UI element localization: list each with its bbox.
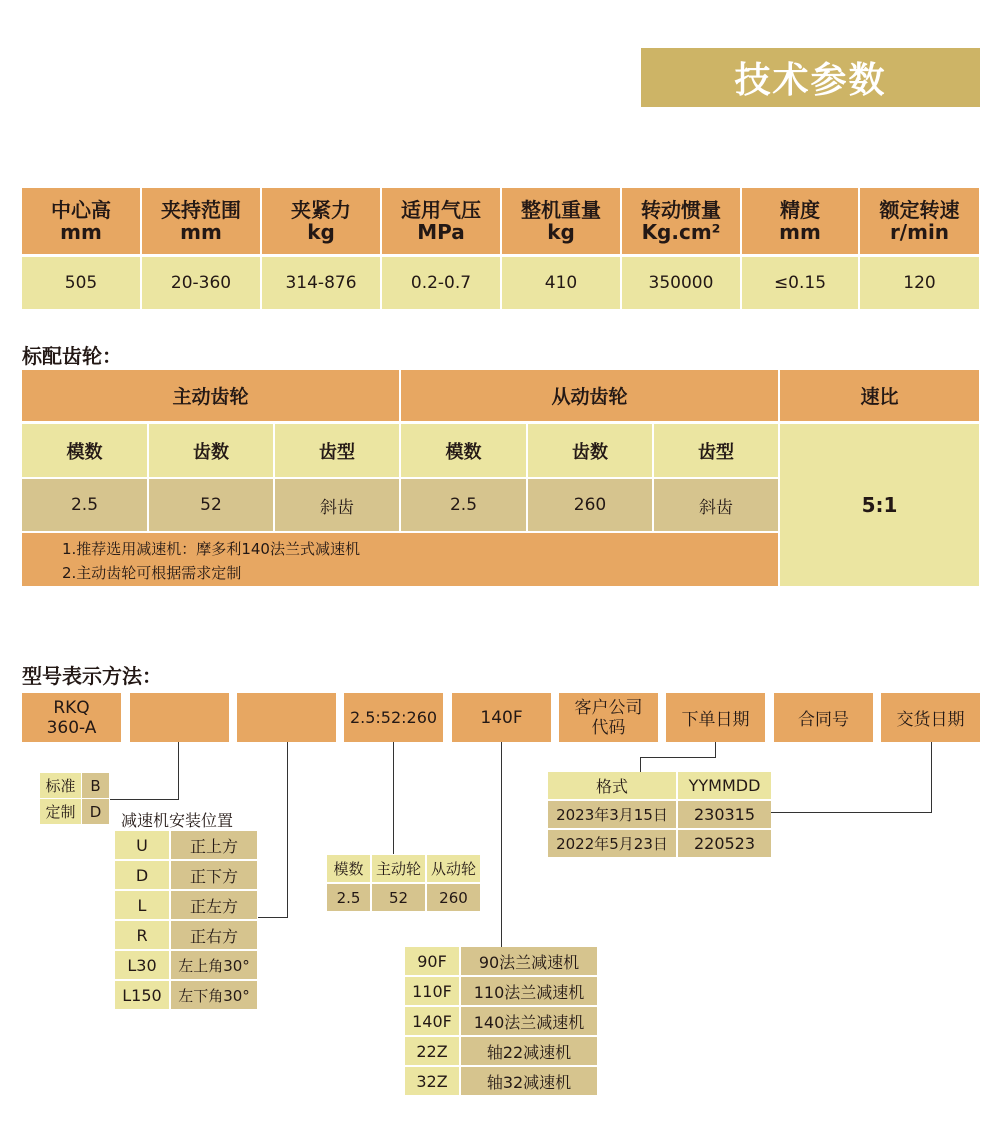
banner-title: 技术参数 (734, 60, 887, 101)
spec-header-unit: r/min (889, 220, 950, 244)
gear-subheader: 齿型 (275, 424, 399, 477)
type-code: D (82, 799, 109, 824)
mount-code: L30 (115, 951, 169, 979)
reducer-code: 110F (405, 977, 459, 1005)
spec-header (742, 188, 858, 254)
spec-header-name: 中心高 (51, 198, 111, 222)
reducer-desc: 轴32减速机 (461, 1067, 597, 1095)
mount-code: R (115, 921, 169, 949)
spec-header (860, 188, 979, 254)
reducer-desc: 140法兰减速机 (461, 1007, 597, 1035)
gear-note: 1.推荐选用减速机：摩多利140法兰式减速机 (62, 540, 360, 558)
gear-note: 2.主动齿轮可根据需求定制 (62, 564, 242, 582)
gear-value: 52 (149, 479, 273, 531)
model-box: 下单日期 (666, 693, 765, 742)
mount-desc: 左下角30° (171, 981, 257, 1009)
gear-notes (22, 533, 778, 586)
spec-header (622, 188, 740, 254)
drive-gear-header: 主动齿轮 (22, 370, 399, 421)
reducer-desc: 110法兰减速机 (461, 977, 597, 1005)
connector (110, 799, 179, 800)
model-box (237, 693, 336, 742)
spec-header-unit: MPa (417, 220, 465, 244)
gear-subheader: 齿数 (149, 424, 273, 477)
mount-table-title: 减速机安装位置 (121, 811, 234, 830)
mount-desc: 正下方 (171, 861, 257, 889)
mount-code: L (115, 891, 169, 919)
connector (640, 757, 641, 772)
date-table-header: 格式 (548, 772, 676, 799)
ratio-table-value: 2.5 (327, 884, 370, 911)
spec-header-name: 额定转速 (879, 198, 960, 222)
spec-value: 20-360 (142, 257, 260, 309)
connector (258, 917, 288, 918)
reducer-code: 140F (405, 1007, 459, 1035)
spec-header-unit: kg (307, 220, 335, 244)
spec-header-unit: Kg.cm² (641, 220, 721, 244)
ratio-value: 5:1 (780, 424, 979, 586)
mount-desc: 正右方 (171, 921, 257, 949)
mount-desc: 正上方 (171, 831, 257, 859)
spec-header (22, 188, 140, 254)
connector (178, 742, 179, 800)
mount-desc: 正左方 (171, 891, 257, 919)
gear-subheader: 齿型 (654, 424, 778, 477)
spec-header (262, 188, 380, 254)
spec-header-name: 整机重量 (521, 198, 601, 222)
mount-code: L150 (115, 981, 169, 1009)
reducer-code: 90F (405, 947, 459, 975)
reducer-desc: 90法兰减速机 (461, 947, 597, 975)
date-example: 2023年3月15日 (548, 801, 676, 828)
gear-subheader: 模数 (401, 424, 526, 477)
connector (287, 742, 288, 918)
model-box: 2.5:52:260 (344, 693, 443, 742)
connector (715, 742, 716, 758)
mount-code: D (115, 861, 169, 889)
model-section-title: 型号表示方法： (22, 664, 162, 688)
type-label: 定制 (40, 799, 81, 824)
spec-header-name: 夹紧力 (291, 198, 351, 222)
date-example: 2022年5月23日 (548, 830, 676, 857)
model-box: RKQ 360-A (22, 693, 121, 742)
spec-header-unit: kg (547, 220, 575, 244)
spec-value: 505 (22, 257, 140, 309)
model-box (130, 693, 229, 742)
model-box: 交货日期 (881, 693, 980, 742)
date-table-header: YYMMDD (678, 772, 771, 799)
model-box: 140F (452, 693, 551, 742)
connector (771, 812, 932, 813)
section-banner (641, 48, 980, 107)
gear-section-title: 标配齿轮： (22, 344, 122, 368)
connector (501, 742, 502, 947)
spec-value: ≤0.15 (742, 257, 858, 309)
gear-value: 2.5 (22, 479, 147, 531)
spec-header (502, 188, 620, 254)
spec-header-unit: mm (779, 220, 821, 244)
gear-value: 斜齿 (654, 479, 778, 531)
ratio-table-header: 从动轮 (427, 855, 480, 882)
ratio-table-header: 主动轮 (372, 855, 425, 882)
mount-code: U (115, 831, 169, 859)
connector (640, 757, 716, 758)
reducer-code: 32Z (405, 1067, 459, 1095)
gear-subheader: 模数 (22, 424, 147, 477)
connector (931, 742, 932, 813)
mount-desc: 左上角30° (171, 951, 257, 979)
date-code: 220523 (678, 830, 771, 857)
spec-value: 314-876 (262, 257, 380, 309)
type-label: 标准 (40, 773, 81, 798)
reducer-desc: 轴22减速机 (461, 1037, 597, 1065)
spec-header-name: 适用气压 (401, 198, 481, 222)
spec-header-name: 夹持范围 (161, 198, 241, 222)
spec-header-unit: mm (60, 220, 102, 244)
reducer-code: 22Z (405, 1037, 459, 1065)
spec-value: 120 (860, 257, 979, 309)
spec-value: 0.2-0.7 (382, 257, 500, 309)
gear-subheader: 齿数 (528, 424, 652, 477)
gear-value: 260 (528, 479, 652, 531)
driven-gear-header: 从动齿轮 (401, 370, 778, 421)
connector (393, 742, 394, 854)
spec-header-name: 转动惯量 (641, 198, 721, 222)
spec-header (142, 188, 260, 254)
spec-value: 410 (502, 257, 620, 309)
date-code: 230315 (678, 801, 771, 828)
ratio-header: 速比 (780, 370, 979, 421)
type-code: B (82, 773, 109, 798)
spec-header-name: 精度 (780, 198, 820, 222)
spec-value: 350000 (622, 257, 740, 309)
ratio-table-header: 模数 (327, 855, 370, 882)
ratio-table-value: 260 (427, 884, 480, 911)
model-box: 客户公司 代码 (559, 693, 658, 742)
ratio-table-value: 52 (372, 884, 425, 911)
model-box: 合同号 (774, 693, 873, 742)
spec-header (382, 188, 500, 254)
gear-value: 斜齿 (275, 479, 399, 531)
gear-value: 2.5 (401, 479, 526, 531)
spec-header-unit: mm (180, 220, 222, 244)
